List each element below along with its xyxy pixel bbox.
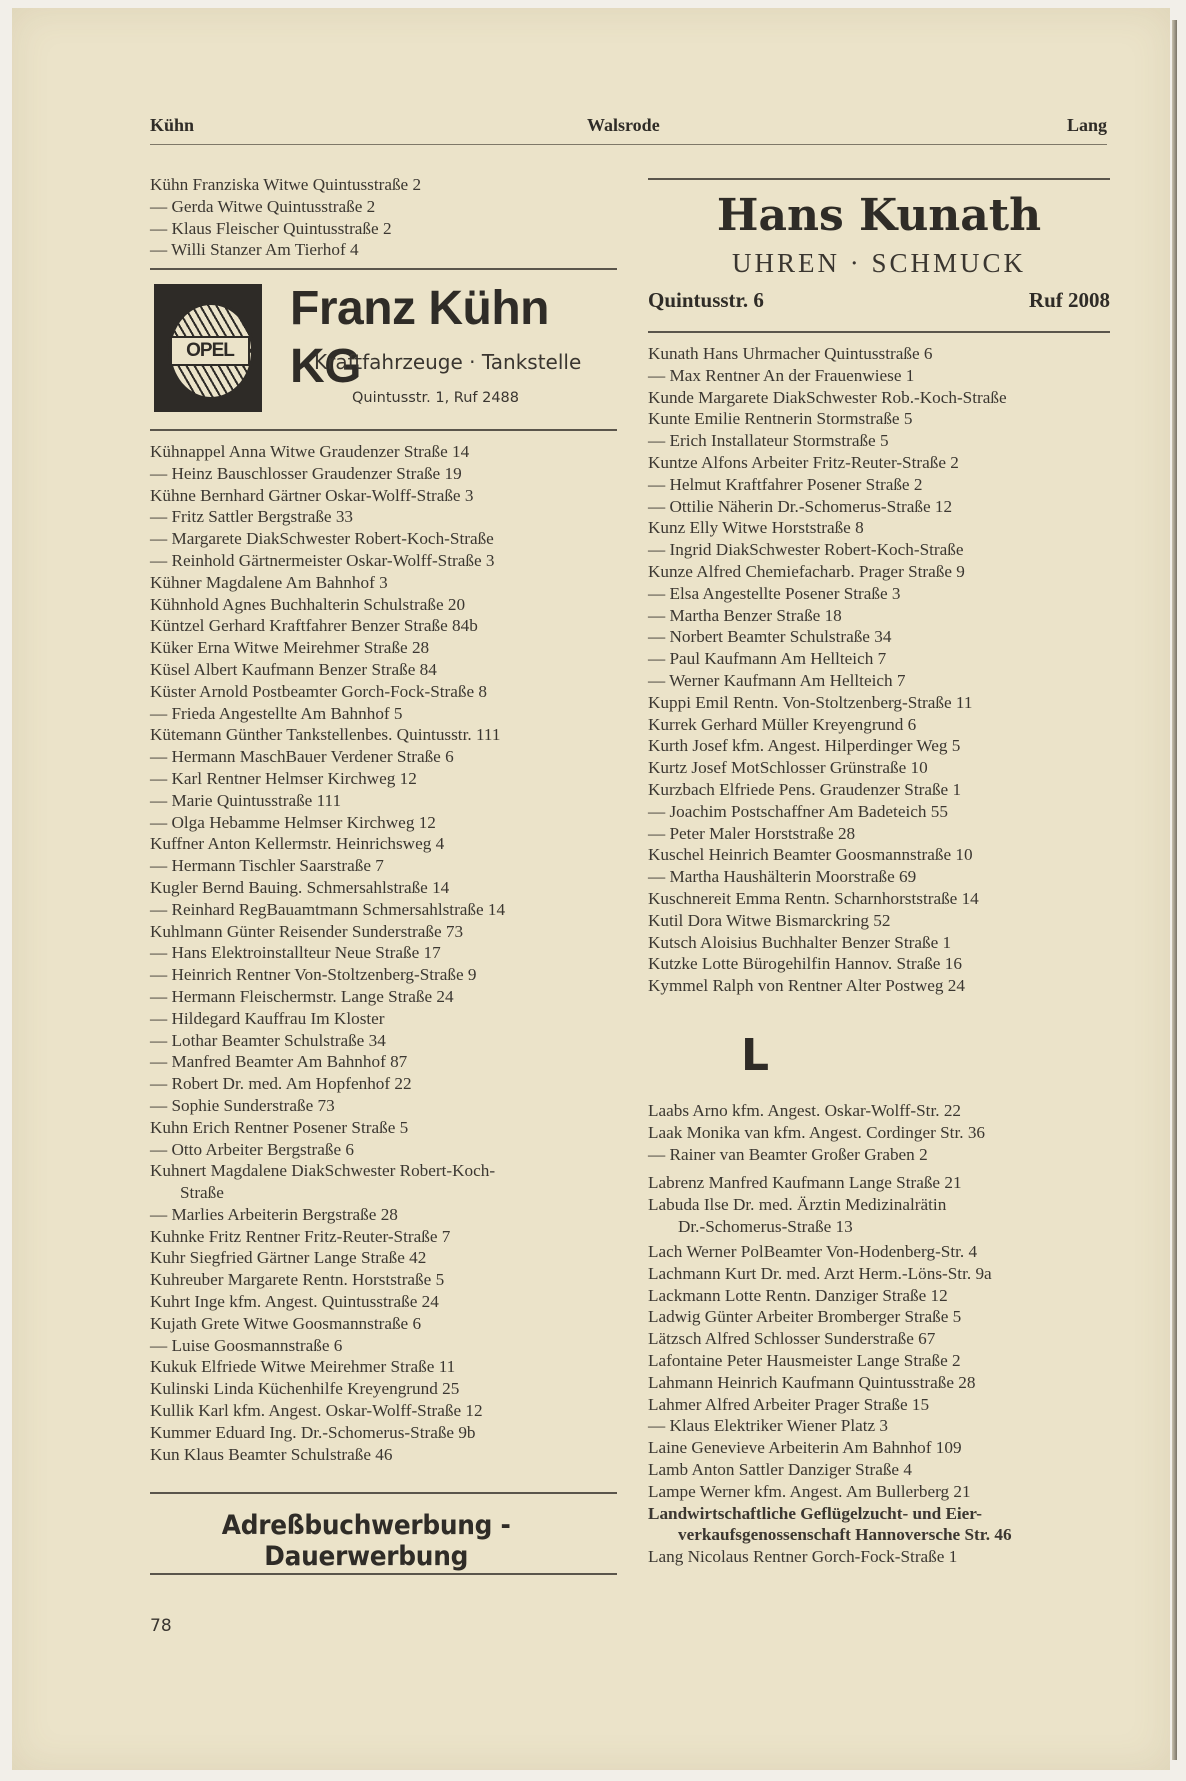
werbung-bottom-rule	[150, 1573, 617, 1575]
list-item: Kuschnereit Emma Rentn. Scharnhorststraße 14	[648, 888, 979, 908]
list-item: — Hildegard Kauffrau Im Kloster	[150, 1008, 385, 1028]
list-item: Kurzbach Elfriede Pens. Graudenzer Straße 1	[648, 779, 962, 799]
list-item-bold: Landwirtschaftliche Geflügelzucht- und Eier-	[648, 1503, 983, 1523]
list-item: Lang Nicolaus Rentner Gorch-Fock-Straße 1	[648, 1547, 958, 1567]
list-item: — Paul Kaufmann Am Hellteich 7	[648, 649, 887, 669]
list-item: Kunze Alfred Chemiefacharb. Prager Straße 9	[648, 561, 965, 581]
company-subtitle: UHREN · SCHMUCK	[731, 248, 1027, 278]
list-item: Kuhr Siegfried Gärtner Lange Straße 42	[150, 1248, 427, 1268]
list-item: Kunte Emilie Rentnerin Stormstraße 5	[648, 409, 913, 429]
list-item: Küster Arnold Postbeamter Gorch-Fock-Straße 8	[150, 681, 487, 701]
list-item: Kunz Elly Witwe Horststraße 8	[648, 518, 864, 538]
list-item: — Margarete DiakSchwester Robert-Koch-Straße	[150, 529, 494, 549]
list-item: Kurrek Gerhard Müller Kreyengrund 6	[648, 714, 917, 734]
section-letter: L	[741, 1030, 770, 1081]
list-item: Labrenz Manfred Kaufmann Lange Straße 21	[648, 1173, 962, 1192]
list-item: Kühnappel Anna Witwe Graudenzer Straße 14	[150, 442, 470, 461]
header-rule	[150, 144, 1107, 145]
list-item: Kurth Josef kfm. Angest. Hilperdinger Weg 5	[648, 736, 961, 756]
list-item-continuation: Dr.-Schomerus-Straße 13	[678, 1216, 853, 1236]
list-item: — Ingrid DiakSchwester Robert-Koch-Straße	[648, 540, 964, 560]
list-item: — Heinz Bauschlosser Graudenzer Straße 19	[150, 463, 462, 483]
list-item: Kutzke Lotte Bürogehilfin Hannov. Straße 16	[648, 954, 962, 974]
list-item: Küsel Albert Kaufmann Benzer Straße 84	[150, 659, 437, 679]
list-item: Lampe Werner kfm. Angest. Am Bullerberg 21	[648, 1481, 971, 1501]
list-item: Laak Monika van kfm. Angest. Cordinger Str. 36	[648, 1122, 986, 1142]
list-item: — Peter Maler Horststraße 28	[648, 823, 856, 843]
list-item: — Martha Benzer Straße 18	[648, 605, 842, 625]
list-item: — Lothar Beamter Schulstraße 34	[150, 1030, 386, 1050]
list-item: — Max Rentner An der Frauenwiese 1	[648, 365, 915, 385]
list-item: — Reinhold Gärtnermeister Oskar-Wolff-Straße 3	[150, 550, 495, 570]
ad-bottom-rule	[150, 429, 617, 431]
werbung-top-rule	[150, 1492, 617, 1494]
list-item: — Robert Dr. med. Am Hopfenhof 22	[150, 1074, 412, 1094]
list-item: Kuhnke Fritz Rentner Fritz-Reuter-Straße 7	[150, 1226, 451, 1246]
list-item: Kühnhold Agnes Buchhalterin Schulstraße 20	[150, 594, 466, 614]
company-name: Franz Kühn KG	[290, 282, 549, 393]
list-item: — Hermann Fleischermstr. Lange Straße 24	[150, 986, 454, 1006]
list-item: Kymmel Ralph von Rentner Alter Postweg 24	[648, 976, 965, 996]
list-item: — Joachim Postschaffner Am Badeteich 55	[648, 801, 948, 821]
list-item: — Klaus Fleischer Quintusstraße 2	[150, 218, 392, 238]
list-item: Kun Klaus Beamter Schulstraße 46	[150, 1444, 393, 1464]
l-entries-group-3	[648, 1241, 1110, 1568]
company-address: Quintusstr. 1, Ruf 2488	[352, 390, 520, 406]
list-item: Kukuk Elfriede Witwe Meirehmer Straße 11	[150, 1357, 456, 1377]
list-item: — Ottilie Näherin Dr.-Schomerus-Straße 12	[648, 496, 953, 516]
list-item: Kuntze Alfons Arbeiter Fritz-Reuter-Straße 2	[648, 452, 959, 472]
kunath-bottom-rule	[648, 331, 1110, 333]
list-item: — Klaus Elektriker Wiener Platz 3	[648, 1416, 889, 1436]
right-entries	[648, 343, 1110, 997]
list-item: Kuppi Emil Rentn. Von-Stoltzenberg-Straße 11	[648, 692, 973, 712]
list-item: — Marlies Arbeiterin Bergstraße 28	[150, 1204, 398, 1224]
list-item: Kühner Magdalene Am Bahnhof 3	[150, 572, 388, 592]
opel-logo-text: OPEL	[170, 336, 250, 366]
list-item: Kurtz Josef MotSchlosser Grünstraße 10	[648, 758, 928, 778]
opel-logo	[154, 284, 262, 412]
left-top-entries	[150, 174, 620, 261]
list-item: Lahmer Alfred Arbeiter Prager Straße 15	[648, 1394, 930, 1414]
list-item: — Heinrich Rentner Von-Stoltzenberg-Straße 9	[150, 965, 477, 985]
company-address: Quintusstr. 6	[648, 288, 764, 312]
franz-kuehn-advertisement	[150, 280, 620, 420]
list-item: Kunde Margarete DiakSchwester Rob.-Koch-Straße	[648, 387, 1007, 407]
ad-top-rule	[150, 268, 617, 270]
list-item: Labuda Ilse Dr. med. Ärztin Medizinalrätin	[648, 1194, 947, 1214]
list-item: Laine Genevieve Arbeiterin Am Bahnhof 109	[648, 1438, 962, 1458]
list-item: Kühne Bernhard Gärtner Oskar-Wolff-Straße 3	[150, 485, 474, 505]
werbung-banner: Adreßbuchwerbung - Dauerwerbung	[221, 1510, 511, 1572]
list-item: — Rainer van Beamter Großer Graben 2	[648, 1144, 928, 1164]
list-item: Kujath Grete Witwe Goosmannstraße 6	[150, 1313, 422, 1333]
list-item: — Helmut Kraftfahrer Posener Straße 2	[648, 474, 923, 494]
list-item: Lachmann Kurt Dr. med. Arzt Herm.-Löns-Str. 9a	[648, 1263, 992, 1283]
list-item: Küker Erna Witwe Meirehmer Straße 28	[150, 638, 430, 658]
list-item: — Willi Stanzer Am Tierhof 4	[150, 240, 359, 260]
list-item: Kulinski Linda Küchenhilfe Kreyengrund 25	[150, 1379, 460, 1399]
list-item: — Marie Quintusstraße 111	[150, 790, 342, 810]
list-item: Kugler Bernd Bauing. Schmersahlstraße 14	[150, 877, 450, 897]
list-item: — Hans Elektroinstallteur Neue Straße 17	[150, 943, 441, 963]
page-number: 78	[150, 1616, 172, 1636]
list-item: Lätzsch Alfred Schlosser Sunderstraße 67	[648, 1329, 936, 1349]
list-item: — Erich Installateur Stormstraße 5	[648, 431, 889, 451]
list-item: Kuhnert Magdalene DiakSchwester Robert-Koch-	[150, 1161, 496, 1181]
list-item: Kummer Eduard Ing. Dr.-Schomerus-Straße 9b	[150, 1422, 476, 1442]
list-item: — Karl Rentner Helmser Kirchweg 12	[150, 768, 417, 788]
list-item: Kutil Dora Witwe Bismarckring 52	[648, 910, 891, 930]
list-item: Laabs Arno kfm. Angest. Oskar-Wolff-Str. 22	[648, 1101, 962, 1120]
list-item: Kütemann Günther Tankstellenbes. Quintusstr. 111	[150, 725, 501, 745]
list-item: — Reinhard RegBauamtmann Schmersahlstraße 14	[150, 899, 506, 919]
header-right: Lang	[1066, 115, 1107, 135]
list-item: — Hermann MaschBauer Verdener Straße 6	[150, 747, 454, 767]
list-item: Lach Werner PolBeamter Von-Hodenberg-Str. 4	[648, 1242, 978, 1261]
list-item: Kühn Franziska Witwe Quintusstraße 2	[150, 175, 422, 194]
running-header	[150, 115, 1107, 145]
list-item: Kuhlmann Günter Reisender Sunderstraße 73	[150, 921, 464, 941]
list-item: Kuschel Heinrich Beamter Goosmannstraße 10	[648, 845, 973, 865]
list-item: Kuhreuber Margarete Rentn. Horststraße 5	[150, 1270, 445, 1290]
company-phone: Ruf 2008	[1028, 288, 1110, 312]
left-entries	[150, 441, 620, 1465]
list-item: — Hermann Tischler Saarstraße 7	[150, 856, 384, 876]
l-entries-group-2	[648, 1172, 1110, 1237]
list-item: — Manfred Beamter Am Bahnhof 87	[150, 1052, 408, 1072]
list-item: Kuffner Anton Kellermstr. Heinrichsweg 4	[150, 834, 445, 854]
list-item: — Norbert Beamter Schulstraße 34	[648, 627, 892, 647]
list-item: — Frieda Angestellte Am Bahnhof 5	[150, 703, 403, 723]
list-item: Ladwig Günter Arbeiter Bromberger Straße 5	[648, 1307, 962, 1327]
company-subtitle: Kraftfahrzeuge · Tankstelle	[314, 350, 582, 374]
list-item-continuation: Straße	[180, 1183, 224, 1203]
company-name: Hans Kunath	[716, 190, 1042, 241]
list-item: Kunath Hans Uhrmacher Quintusstraße 6	[648, 344, 933, 363]
list-item: — Luise Goosmannstraße 6	[150, 1335, 343, 1355]
list-item: — Elsa Angestellte Posener Straße 3	[648, 583, 901, 603]
list-item: Kullik Karl kfm. Angest. Oskar-Wolff-Straße 12	[150, 1401, 483, 1421]
list-item: Küntzel Gerhard Kraftfahrer Benzer Straße 84b	[150, 616, 478, 636]
list-item: Lafontaine Peter Hausmeister Lange Straße 2	[648, 1350, 961, 1370]
header-center: Walsrode	[587, 115, 660, 135]
list-item: — Fritz Sattler Bergstraße 33	[150, 507, 354, 527]
list-item: Kutsch Aloisius Buchhalter Benzer Straße 1	[648, 932, 952, 952]
header-left: Kühn	[150, 115, 195, 135]
list-item: — Olga Hebamme Helmser Kirchweg 12	[150, 812, 436, 832]
list-item: Kuhrt Inge kfm. Angest. Quintusstraße 24	[150, 1292, 439, 1312]
hans-kunath-advertisement	[648, 180, 1110, 320]
list-item: Lamb Anton Sattler Danziger Straße 4	[648, 1459, 912, 1479]
list-item: — Otto Arbeiter Bergstraße 6	[150, 1139, 354, 1159]
list-item: — Martha Haushälterin Moorstraße 69	[648, 867, 917, 887]
list-item: — Gerda Witwe Quintusstraße 2	[150, 196, 376, 216]
l-entries-group-1	[648, 1100, 1110, 1165]
book-spine-shadow	[1172, 20, 1177, 1760]
list-item: Kuhn Erich Rentner Posener Straße 5	[150, 1117, 409, 1137]
list-item: Lackmann Lotte Rentn. Danziger Straße 12	[648, 1285, 948, 1305]
list-item: — Werner Kaufmann Am Hellteich 7	[648, 670, 906, 690]
list-item: Lahmann Heinrich Kaufmann Quintusstraße 28	[648, 1372, 976, 1392]
list-item-bold-continuation: verkaufsgenossenschaft Hannoversche Str. 46	[678, 1525, 1012, 1545]
list-item: — Sophie Sunderstraße 73	[150, 1095, 335, 1115]
